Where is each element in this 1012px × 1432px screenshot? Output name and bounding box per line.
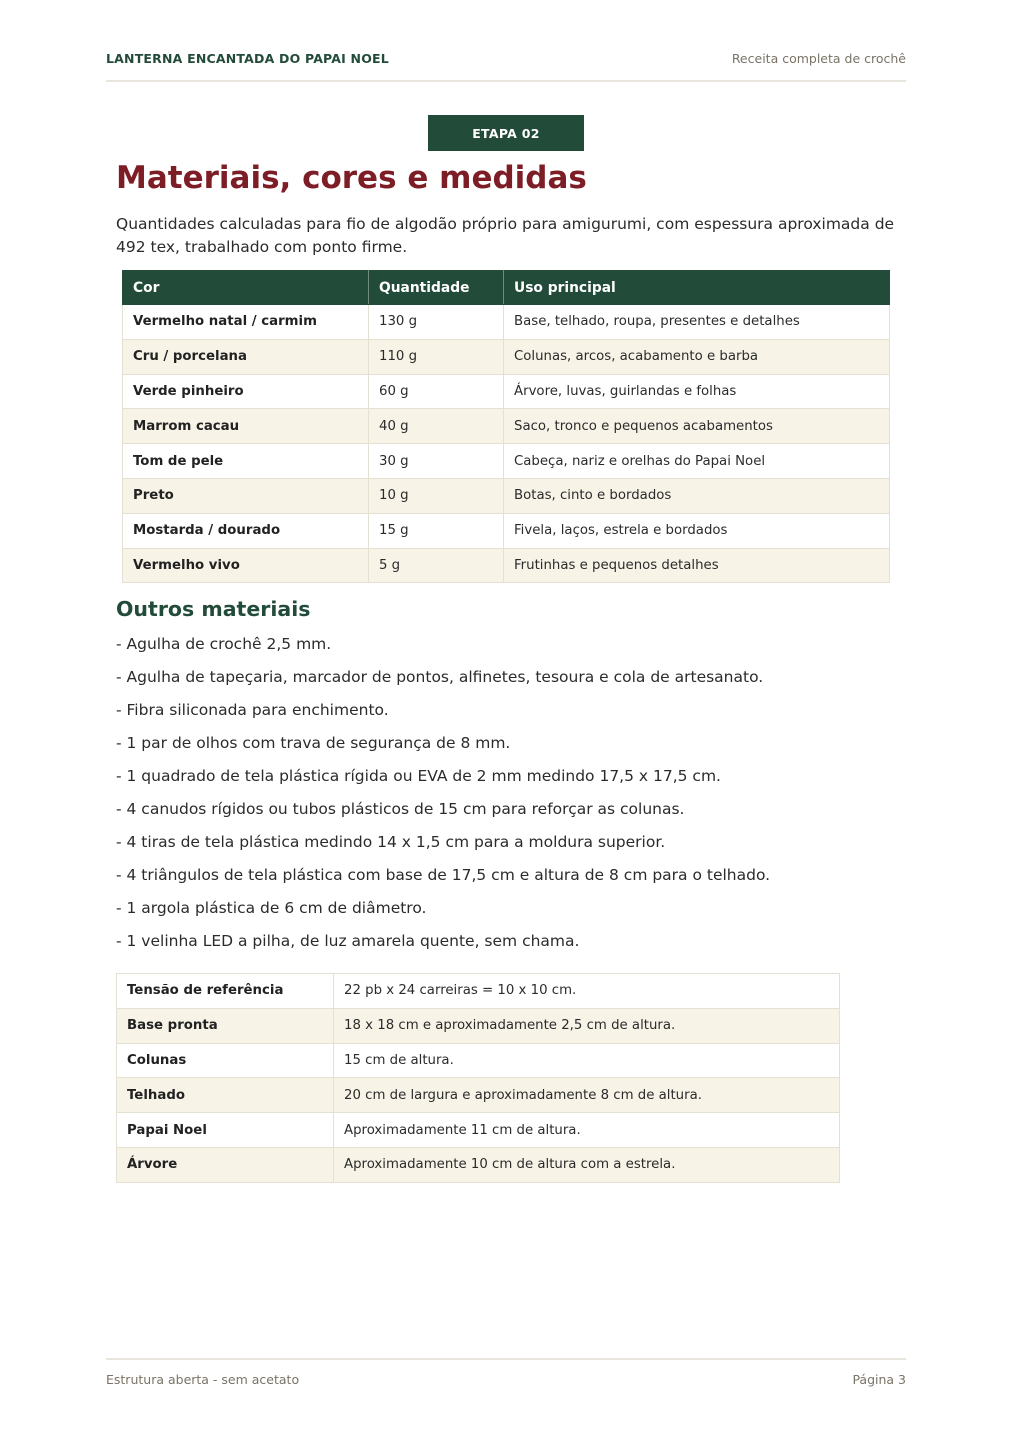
color-name-cell: Mostarda / dourado xyxy=(123,513,369,548)
table-row xyxy=(123,548,890,583)
table-row xyxy=(123,305,890,340)
measure-label-cell: Telhado xyxy=(117,1078,334,1113)
table-row xyxy=(117,1008,840,1043)
document-subtitle: Receita completa de crochê xyxy=(731,51,906,66)
quantity-cell: 5 g xyxy=(369,548,504,583)
document-title: LANTERNA ENCANTADA DO PAPAI NOEL xyxy=(106,51,389,66)
quantity-cell: 10 g xyxy=(369,478,504,513)
measure-value-cell: Aproximadamente 11 cm de altura. xyxy=(334,1113,840,1148)
usage-cell: Cabeça, nariz e orelhas do Papai Noel xyxy=(504,444,890,479)
list-item: - 1 argola plástica de 6 cm de diâmetro. xyxy=(116,899,427,917)
table-row xyxy=(123,444,890,479)
table-row xyxy=(117,1043,840,1078)
quantity-cell: 30 g xyxy=(369,444,504,479)
color-name-cell: Cru / porcelana xyxy=(123,339,369,374)
list-item: - Fibra siliconada para enchimento. xyxy=(116,701,389,719)
usage-cell: Frutinhas e pequenos detalhes xyxy=(504,548,890,583)
quantity-cell: 130 g xyxy=(369,305,504,340)
color-name-cell: Vermelho natal / carmim xyxy=(123,305,369,340)
list-item: - Agulha de crochê 2,5 mm. xyxy=(116,635,332,653)
page-footer xyxy=(106,1358,906,1387)
list-item: - 4 triângulos de tela plástica com base de 17,5 cm e altura de 8 cm para o telhado. xyxy=(116,866,771,884)
page-header xyxy=(106,50,906,82)
color-name-cell: Preto xyxy=(123,478,369,513)
table-header-row xyxy=(123,271,890,305)
table-row xyxy=(117,1113,840,1148)
column-header-usage: Uso principal xyxy=(504,271,890,305)
usage-cell: Fivela, laços, estrela e bordados xyxy=(504,513,890,548)
list-item: - 4 canudos rígidos ou tubos plásticos de 15 cm para reforçar as colunas. xyxy=(116,800,685,818)
column-header-color: Cor xyxy=(123,271,369,305)
table-row xyxy=(123,339,890,374)
color-name-cell: Verde pinheiro xyxy=(123,374,369,409)
list-item: - 1 par de olhos com trava de segurança de 8 mm. xyxy=(116,734,511,752)
table-row xyxy=(123,513,890,548)
list-item: - 1 quadrado de tela plástica rígida ou EVA de 2 mm medindo 17,5 x 17,5 cm. xyxy=(116,767,721,785)
quantity-cell: 110 g xyxy=(369,339,504,374)
measure-value-cell: Aproximadamente 10 cm de altura com a estrela. xyxy=(334,1147,840,1182)
usage-cell: Saco, tronco e pequenos acabamentos xyxy=(504,409,890,444)
list-item: - 1 velinha LED a pilha, de luz amarela quente, sem chama. xyxy=(116,932,580,950)
usage-cell: Colunas, arcos, acabamento e barba xyxy=(504,339,890,374)
table-row xyxy=(123,374,890,409)
quantity-cell: 15 g xyxy=(369,513,504,548)
measure-label-cell: Base pronta xyxy=(117,1008,334,1043)
usage-cell: Árvore, luvas, guirlandas e folhas xyxy=(504,374,890,409)
usage-cell: Botas, cinto e bordados xyxy=(504,478,890,513)
color-name-cell: Vermelho vivo xyxy=(123,548,369,583)
color-name-cell: Tom de pele xyxy=(123,444,369,479)
measure-value-cell: 18 x 18 cm e aproximadamente 2,5 cm de altura. xyxy=(334,1008,840,1043)
step-badge: ETAPA 02 xyxy=(428,115,584,151)
intro-paragraph: Quantidades calculadas para fio de algodão próprio para amigurumi, com espessura aproximada de 492 tex, trabalhado com ponto firme. xyxy=(116,215,895,256)
measure-label-cell: Colunas xyxy=(117,1043,334,1078)
colors-table xyxy=(122,270,890,583)
table-row xyxy=(123,478,890,513)
page-number: Página 3 xyxy=(852,1372,906,1387)
quantity-cell: 40 g xyxy=(369,409,504,444)
table-row xyxy=(117,1078,840,1113)
quantity-cell: 60 g xyxy=(369,374,504,409)
list-item: - 4 tiras de tela plástica medindo 14 x 1,5 cm para a moldura superior. xyxy=(116,833,666,851)
table-row xyxy=(117,1147,840,1182)
measure-value-cell: 15 cm de altura. xyxy=(334,1043,840,1078)
usage-cell: Base, telhado, roupa, presentes e detalhes xyxy=(504,305,890,340)
section-title-other-materials: Outros materiais xyxy=(116,597,311,621)
materials-list xyxy=(116,633,906,963)
measure-value-cell: 22 pb x 24 carreiras = 10 x 10 cm. xyxy=(334,974,840,1009)
footer-note: Estrutura aberta - sem acetato xyxy=(106,1372,300,1387)
measure-label-cell: Tensão de referência xyxy=(117,974,334,1009)
color-name-cell: Marrom cacau xyxy=(123,409,369,444)
column-header-quantity: Quantidade xyxy=(369,271,504,305)
measure-label-cell: Árvore xyxy=(117,1147,334,1182)
page-title: Materiais, cores e medidas xyxy=(116,160,587,196)
table-row xyxy=(123,409,890,444)
measure-label-cell: Papai Noel xyxy=(117,1113,334,1148)
list-item: - Agulha de tapeçaria, marcador de pontos, alfinetes, tesoura e cola de artesanato. xyxy=(116,668,764,686)
table-row xyxy=(117,974,840,1009)
measure-value-cell: 20 cm de largura e aproximadamente 8 cm de altura. xyxy=(334,1078,840,1113)
measures-table xyxy=(116,973,840,1183)
